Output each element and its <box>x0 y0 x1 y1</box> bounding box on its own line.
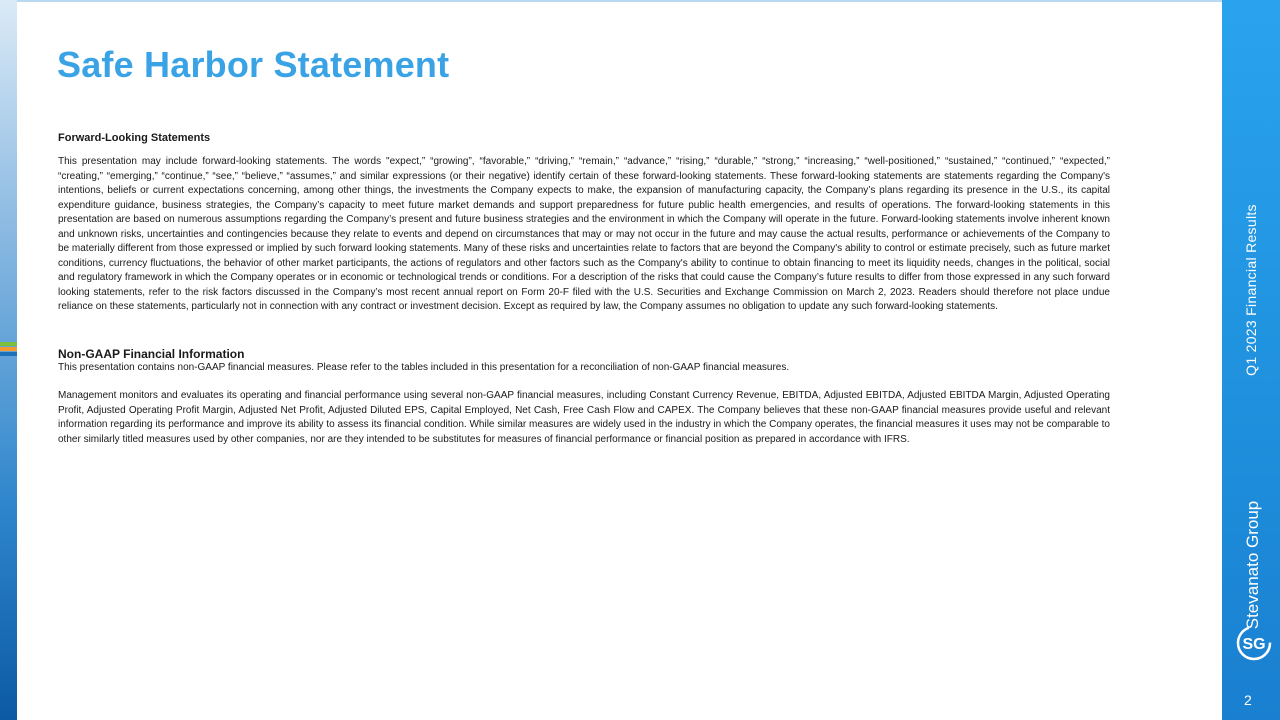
logo-text: SG <box>1242 636 1266 653</box>
stripe-green <box>0 342 17 346</box>
non-gaap-body: Management monitors and evaluates its operating and financial performance using several non-GAAP financial measures, including Constant Currency Revenue, EBITDA, Adjusted EBITDA, Adjusted EBITDA Margin, Adjusted Operating Profit, Adjusted Operating Profit Margin, Adjusted Net Profit, Adjusted Diluted EPS, Capital Employed, Net Cash, Free Cash Flow and CAPEX. The Company believes that these non-GAAP financial measures provide useful and relevant information regarding its performance and improve its ability to assess its financial condition. While similar measures are widely used in the industry in which the Company operates, the financial measures it uses may not be comparable to other similarly titled measures used by other companies, nor are they intended to be substitutes for measures of financial performance or financial position as prepared in accordance with IFRS. <box>58 390 1110 445</box>
report-label: Q1 2023 Financial Results <box>1243 204 1259 376</box>
main-content <box>58 132 1110 447</box>
page-title: Safe Harbor Statement <box>57 44 450 85</box>
page-number: 2 <box>1244 692 1252 708</box>
brand-name: Stevanato Group <box>1243 500 1262 630</box>
forward-looking-heading: Forward-Looking Statements <box>58 132 211 144</box>
stripe-orange <box>0 347 17 351</box>
left-color-stripes <box>0 342 17 360</box>
non-gaap-intro: This presentation contains non-GAAP financial measures. Please refer to the tables included in this presentation for a reconciliation of non-GAAP financial measures. <box>58 361 790 373</box>
top-border-line <box>17 0 1222 2</box>
forward-looking-body: This presentation may include forward-looking statements. The words "expect,” “growing”, “favorable,” “driving,” “remain,” “advance,” “rising,” “durable,” “strong,” “increasing,” “well-positioned,” “sustained,” “continued,” “expected,” “creating,” “emerging,” “continue,” “see,” “believe,” “assumes,” and similar expressions (or their negative) identify certain of these forward-looking statements. These forward-looking statements are statements regarding the Company's intentions, beliefs or current expectations concerning, among other things, the investments the Company expects to make, the expansion of manufacturing capacity, the Company’s plans regarding its presence in the U.S., its capital expenditure guidance, business strategies, the Company’s capacity to meet future market demands and support preparedness for future public health emergencies, and results of operations. The forward-looking statements in this presentation are based on numerous assumptions regarding the Company’s present and future business strategies and the environment in which the Company will operate in the future. Forward-looking statements involve inherent known and unknown risks, uncertainties and contingencies because they relate to events and depend on circumstances that may or may not occur in the future and may cause the actual results, performance or achievements of the Company to be materially different from those expressed or implied by such forward looking statements. Many of these risks and uncertainties relate to factors that are beyond the Company's ability to control or estimate precisely, such as future market conditions, currency fluctuations, the behavior of other market participants, the actions of regulators and other factors such as the Company's ability to continue to obtain financing to meet its liquidity needs, changes in the political, social and regulatory framework in which the Company operates or in economic or technological trends or conditions. For a description of the risks that could cause the Company’s future results to differ from those expressed in any such forward looking statements, refer to the risk factors discussed in the Company’s most recent annual report on Form 20-F filed with the U.S. Securities and Exchange Commission on March 2, 2023. Readers should therefore not place undue reliance on these statements, particularly not in connection with any contract or investment decision. Except as required by law, the Company assumes no obligation to update any such forward-looking statements. <box>58 156 1110 312</box>
company-logo-icon <box>1234 622 1274 664</box>
stripe-blue <box>0 352 17 356</box>
non-gaap-heading: Non-GAAP Financial Information <box>58 346 245 361</box>
left-accent-bar <box>0 0 17 720</box>
